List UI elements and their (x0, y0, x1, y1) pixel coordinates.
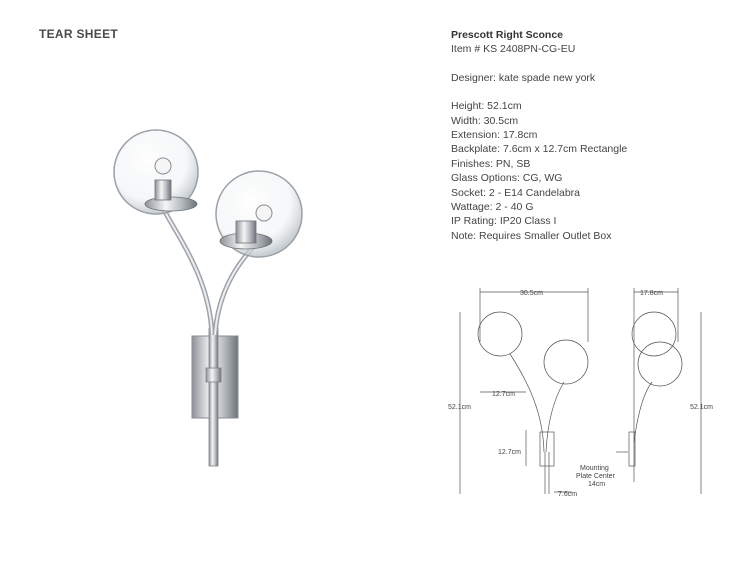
arm-label: 12.7cm (492, 391, 515, 398)
spec-width: Width: 30.5cm (451, 114, 519, 127)
spec-height: Height: 52.1cm (451, 100, 522, 113)
spec-socket: Socket: 2 - E14 Candelabra (451, 186, 580, 199)
spec-ip-rating: IP Rating: IP20 Class I (451, 215, 557, 228)
spec-backplate: Backplate: 7.6cm x 12.7cm Rectangle (451, 143, 628, 156)
height-right-label: 52.1cm (690, 404, 713, 411)
product-name: Prescott Right Sconce (451, 29, 564, 41)
width-label: 30.5cm (520, 290, 543, 297)
tear-sheet-title: TEAR SHEET (39, 27, 119, 41)
backplate-width-label: 7.6cm (558, 491, 578, 498)
item-number: Item # KS 2408PN-CG-EU (451, 43, 576, 56)
designer: Designer: kate spade new york (451, 71, 596, 84)
mounting-label-3: 14cm (588, 481, 606, 488)
spec-extension: Extension: 17.8cm (451, 129, 538, 142)
backplate-height-label: 12.7cm (498, 449, 521, 456)
spec-block (451, 28, 627, 243)
spec-finishes: Finishes: PN, SB (451, 157, 531, 170)
spec-note: Note: Requires Smaller Outlet Box (451, 229, 612, 242)
mounting-label-2: Plate Center (576, 473, 615, 480)
spec-wattage: Wattage: 2 - 40 G (451, 201, 534, 214)
extension-label: 17.8cm (640, 290, 663, 297)
spec-glass-options: Glass Options: CG, WG (451, 172, 563, 185)
product-photo (100, 110, 320, 480)
height-left-label: 52.1cm (448, 404, 471, 411)
dimension-drawing (448, 282, 720, 504)
mounting-label-1: Mounting (580, 465, 609, 472)
